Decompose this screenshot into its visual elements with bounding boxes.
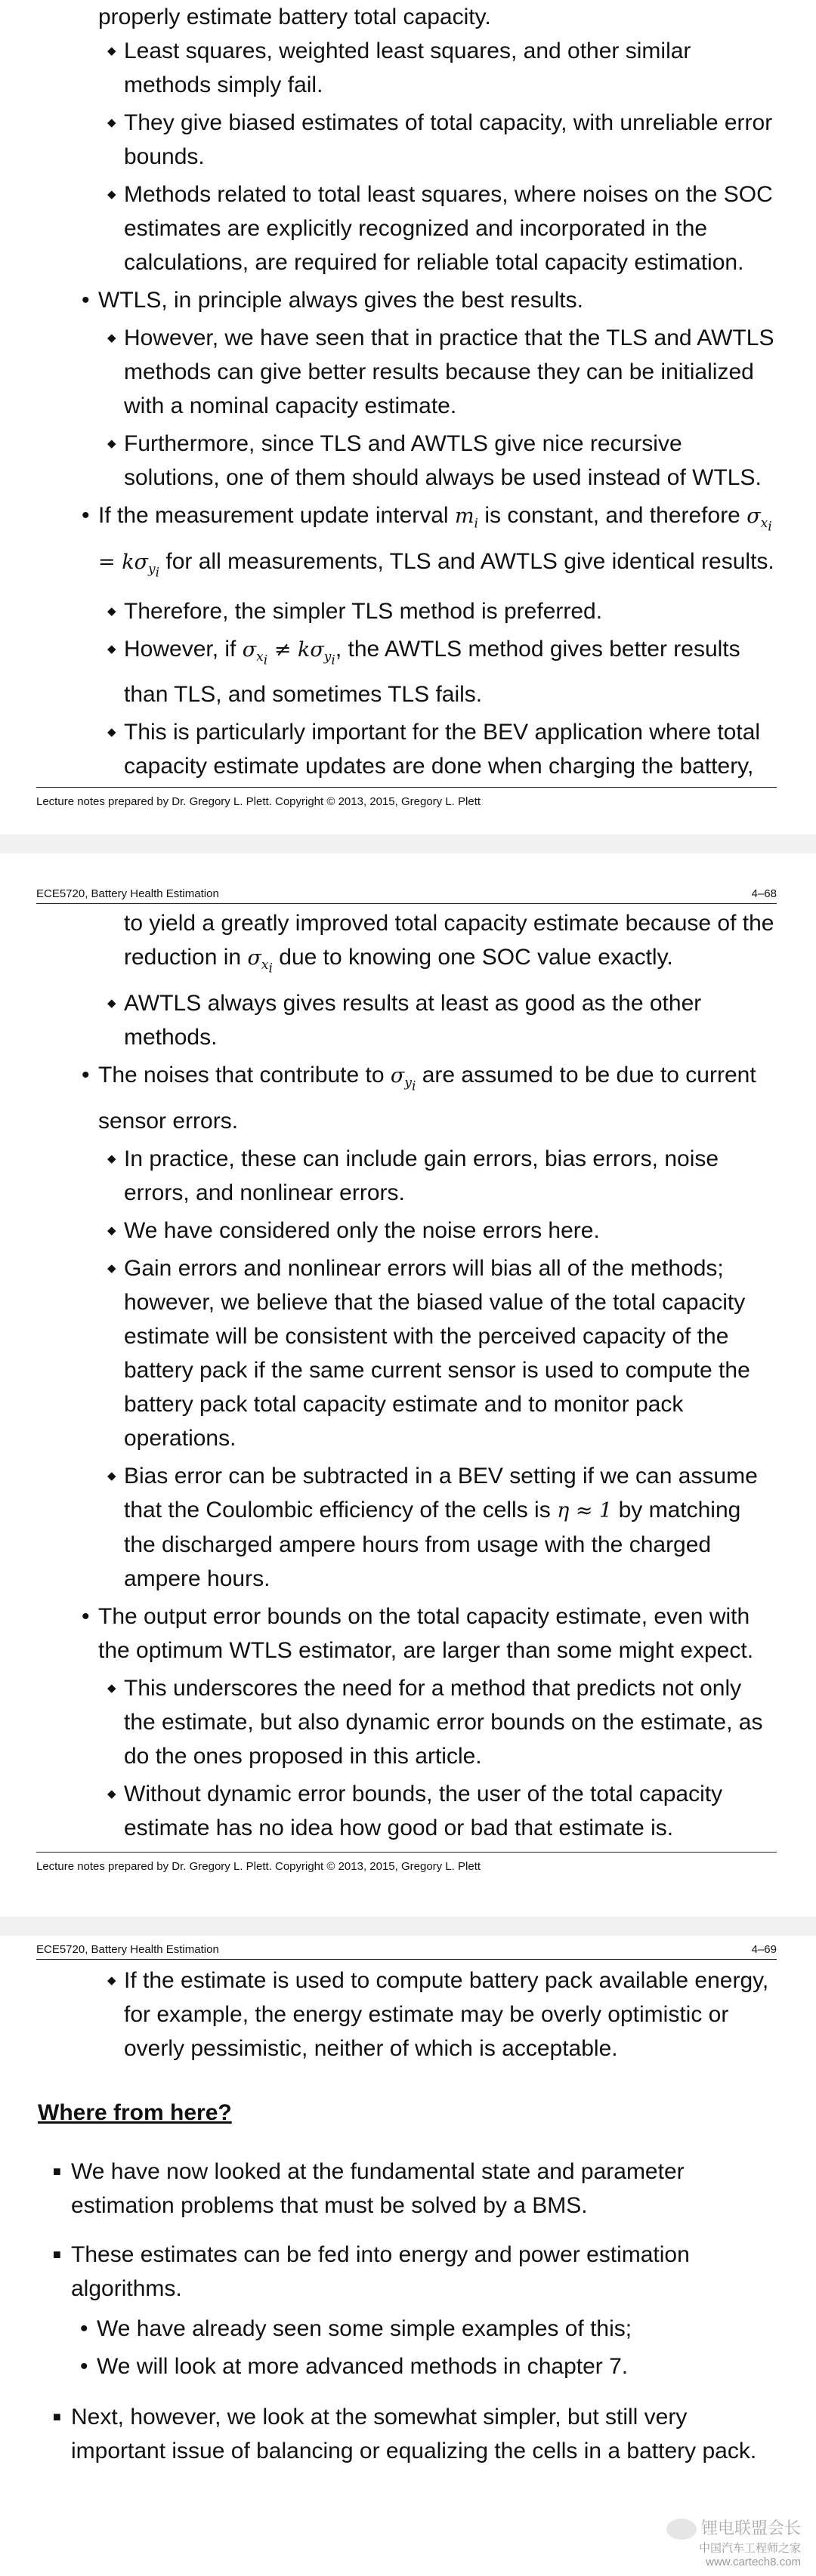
page-footer: Lecture notes prepared by Dr. Gregory L. Plett. Copyright © 2013, 2015, Gregory L. Plett	[36, 787, 777, 808]
wechat-icon	[666, 2519, 697, 2540]
page-number: 4–69	[751, 1943, 777, 1956]
page1-body	[82, 0, 777, 787]
watermark	[666, 2516, 801, 2568]
sub-bullet: ◆ If the estimate is used to compute battery pack available energy, for example, the energy estimate may be overly optimistic or overly pessimistic, neither of which is acceptable.	[82, 1964, 777, 2065]
text-run: , the AWTLS method gives better results than TLS, and sometimes TLS fails.	[124, 636, 740, 708]
text-run: are assumed to be due to current sensor errors.	[98, 1062, 756, 1134]
page2-body	[82, 906, 777, 1849]
sub-bullet: ◆ They give biased estimates of total capacity, with unreliable error bounds.	[82, 106, 777, 174]
square-bullet: ■ We have now looked at the fundamental state and parameter estimation problems that must be solved by a BMS.	[54, 2155, 777, 2223]
sub-bullet: ◆ In practice, these can include gain errors, bias errors, noise errors, and nonlinear errors.	[82, 1142, 777, 1210]
math-sigma-x-neq-k-sigma-y: $\sigma_{x_i} \ne k\sigma_{y_i}$	[242, 637, 335, 668]
text-run: is constant, and therefore	[484, 503, 740, 528]
sub-bullet: ◆ This underscores the need for a method that predicts not only the estimate, but also dynamic error bounds on the estimate, as do the ones proposed in this article.	[82, 1671, 777, 1773]
math-sigma-x-eq-k-sigma-y: $\sigma_{x_i} = k\sigma_{y_i}$	[98, 504, 772, 581]
page-header	[36, 1939, 777, 1960]
sub-bullet: ◆ AWTLS always gives results at least as good as the other methods.	[82, 986, 777, 1054]
bullet: • We will look at more advanced methods in chapter 7.	[80, 2349, 777, 2383]
slide-page-3	[0, 1936, 816, 2576]
sub-bullet: ◆ However, we have seen that in practice that the TLS and AWTLS methods can give better results because they can be initialized with a nominal capacity estimate.	[82, 321, 777, 423]
watermark-text: 锂电联盟会长	[700, 2518, 801, 2537]
text-run: due to knowing one SOC value exactly.	[279, 945, 673, 970]
watermark-url: www.cartech8.com	[706, 2556, 801, 2568]
sub-bullet	[82, 632, 777, 712]
bullet	[82, 498, 777, 591]
bullet: • The output error bounds on the total capacity estimate, even with the optimum WTLS estimator, are larger than some might expect.	[82, 1600, 777, 1667]
bullet	[82, 1058, 777, 1138]
slide-page-1	[0, 0, 816, 835]
slide-page-2	[0, 853, 816, 1917]
sub-bullet	[82, 1459, 777, 1596]
text-line: properly estimate battery total capacity.	[98, 5, 491, 29]
sub-bullet: ◆ Furthermore, since TLS and AWTLS give nice recursive solutions, one of them should always be used instead of WTLS.	[82, 427, 777, 495]
text-line	[82, 906, 777, 986]
page-footer: Lecture notes prepared by Dr. Gregory L. Plett. Copyright © 2013, 2015, Gregory L. Plett	[36, 1852, 777, 1873]
page-separator	[0, 1917, 816, 1936]
sub-bullet: ◆ Without dynamic error bounds, the user of the total capacity estimate has no idea how good or bad that estimate is.	[82, 1777, 777, 1845]
math-m-i: $m_i$	[454, 504, 478, 532]
page-separator	[0, 835, 816, 853]
square-bullet: ■ Next, however, we look at the somewhat simpler, but still very important issue of balancing or equalizing the cells in a battery pack.	[54, 2400, 777, 2468]
text-run: The noises that contribute to	[98, 1062, 385, 1087]
sub-bullet: ◆ Therefore, the simpler TLS method is preferred.	[82, 594, 777, 628]
sub-bullet: ◆ This is particularly important for the BEV application where total capacity estimate updates are done when charging the battery,	[82, 715, 777, 783]
course-title: ECE5720, Battery Health Estimation	[36, 887, 219, 900]
text-run: However, if	[124, 636, 236, 662]
sub-bullet: ◆ We have considered only the noise errors here.	[82, 1214, 777, 1248]
square-bullet: ■ These estimates can be fed into energy and power estimation algorithms.	[54, 2238, 777, 2306]
text-run: If the measurement update interval	[98, 503, 449, 528]
page-number: 4–68	[751, 887, 777, 900]
text-run: for all measurements, TLS and AWTLS give identical results.	[165, 548, 774, 574]
section-heading: Where from here?	[38, 2100, 232, 2125]
page3-body	[38, 1964, 777, 2152]
sub-bullet: ◆ Gain errors and nonlinear errors will bias all of the methods; however, we believe that the biased value of the total capacity estimate will be consistent with the perceived capacity of the battery pack if the same current sensor is used to compute the battery pack total capacity estimate and to monitor pack operations.	[82, 1251, 777, 1455]
course-title: ECE5720, Battery Health Estimation	[36, 1943, 219, 1956]
bullet: • We have already seen some simple examples of this;	[80, 2312, 777, 2346]
page3-list	[54, 2155, 777, 2483]
math-sigma-y: $\sigma_{y_i}$	[390, 1063, 416, 1094]
watermark-cn: 中国汽车工程师之家	[698, 2542, 801, 2555]
page-header	[36, 884, 777, 904]
text-run: by matching the discharged ampere hours from usage with the charged ampere hours.	[124, 1497, 741, 1591]
text-run: Bias error can be subtracted in a BEV setting if we can assume that the Coulombic efficiency of the cells is	[124, 1463, 758, 1522]
sub-bullet: ◆ Methods related to total least squares, where noises on the SOC estimates are explicitly recognized and incorporated in the calculations, are required for reliable total capacity estimation.	[82, 177, 777, 279]
bullet: • WTLS, in principle always gives the best results.	[82, 283, 777, 317]
math-eta-approx-1: η ≈ 1	[557, 1498, 613, 1522]
text-run: to yield a greatly improved total capacity estimate because of the reduction in	[124, 911, 774, 970]
sub-bullet: ◆ Least squares, weighted least squares, and other similar methods simply fail.	[82, 34, 777, 102]
math-sigma-x: $\sigma_{x_i}$	[247, 946, 273, 976]
